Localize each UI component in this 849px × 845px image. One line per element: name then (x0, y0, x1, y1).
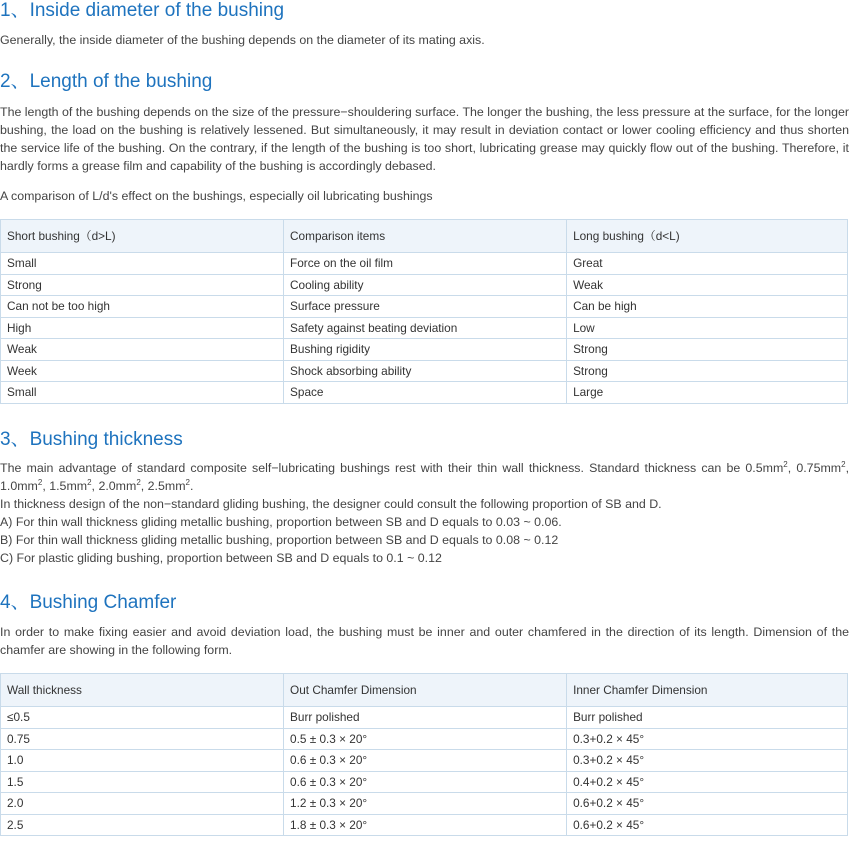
chamfer-table-cell: 0.6+0.2 × 45° (567, 793, 848, 815)
table-row (1, 296, 848, 318)
section-3-line: A) For thin wall thickness gliding metallic bushing, proportion between SB and D equals to 0.03 ~ 0.06. (0, 515, 562, 529)
chamfer-table-cell: 1.5 (1, 771, 284, 793)
thickness-value: $2.5mm^2$ (147, 477, 190, 493)
comparison-table-cell: Strong (567, 360, 848, 382)
thickness-intro: The main advantage of standard composite self−lubricating bushings rest with their thin wall thickness. Standard thickness can be (0, 461, 746, 475)
comparison-table-cell: Can be high (567, 296, 848, 318)
comparison-table-cell: Large (567, 382, 848, 404)
chamfer-table-body (1, 674, 848, 836)
chamfer-table-cell: 0.5 ± 0.3 × 20° (284, 728, 567, 750)
table-row (1, 728, 848, 750)
table-row (1, 382, 848, 404)
comparison-table-cell: Bushing rigidity (284, 339, 567, 361)
thickness-superscript: 2 (37, 477, 43, 487)
chamfer-table-header-cell: Inner Chamfer Dimension (567, 674, 848, 707)
chamfer-table-cell: 0.3+0.2 × 45° (567, 728, 848, 750)
section-3-lines (0, 495, 662, 567)
thickness-value: $0.75mm^2$ (796, 459, 846, 475)
thickness-value: $1.0mm^2$ (0, 477, 43, 493)
chamfer-table-cell: 0.6 ± 0.3 × 20° (284, 750, 567, 772)
comparison-table-cell: Low (567, 317, 848, 339)
comparison-table-header-cell: Long bushing（d<L) (567, 220, 848, 253)
comparison-table-header-row (1, 220, 848, 253)
comparison-table-cell: Surface pressure (284, 296, 567, 318)
chamfer-table-cell: Burr polished (567, 707, 848, 729)
comparison-table-header-cell: Comparison items (284, 220, 567, 253)
chamfer-table-cell: 0.6+0.2 × 45° (567, 814, 848, 836)
comparison-table-cell: Cooling ability (284, 274, 567, 296)
comparison-table (0, 219, 848, 404)
chamfer-table-cell: 0.75 (1, 728, 284, 750)
comparison-table-cell: Space (284, 382, 567, 404)
comparison-table-cell: Great (567, 253, 848, 275)
chamfer-table-cell: 0.6 ± 0.3 × 20° (284, 771, 567, 793)
thickness-values: $0.5mm^2$, $0.75mm^2$, $1.0mm^2$, $1.5mm^2$, $2.0mm^2$, $2.5mm^2$. (0, 459, 849, 493)
chamfer-table-cell: 2.5 (1, 814, 284, 836)
comparison-table-cell: Can not be too high (1, 296, 284, 318)
comparison-table-cell: Weak (1, 339, 284, 361)
section-1-text: Generally, the inside diameter of the bushing depends on the diameter of its mating axis. (0, 33, 485, 47)
thickness-value: $1.5mm^2$ (49, 477, 92, 493)
comparison-table-body (1, 220, 848, 404)
section-2-heading: 2、Length of the bushing (0, 71, 213, 92)
section-2-paragraph: The length of the bushing depends on the size of the pressure−shouldering surface. The longer the bushing, the less pressure at the surface, for the longer bushing, the load on the bushing is relatively lessened. But simultaneously, it may result in deviation contact or lower cooling efficiency and thus shorten the service life of the bushing. On the contrary, if the length of the bushing is too short, lubricating grease may quickly flow out of the bushing. Therefore, it hardly forms a grease film and capability of the bushing is accordingly debased. (0, 105, 849, 173)
table-row (1, 253, 848, 275)
comparison-table-cell: Strong (1, 274, 284, 296)
thickness-superscript: 2 (87, 477, 92, 487)
section-1-heading: 1、Inside diameter of the bushing (0, 0, 285, 21)
thickness-superscript: 2 (841, 459, 846, 469)
chamfer-table-header-row (1, 674, 848, 707)
table-row (1, 750, 848, 772)
chamfer-table-header-cell: Wall thickness (1, 674, 284, 707)
table-row (1, 360, 848, 382)
table-row (1, 793, 848, 815)
table-row (1, 339, 848, 361)
comparison-table-cell: Small (1, 253, 284, 275)
section-4-heading: 4、Bushing Chamfer (0, 592, 177, 613)
section-3-line: B) For thin wall thickness gliding metallic bushing, proportion between SB and D equals to 0.08 ~ 0.12 (0, 533, 559, 547)
chamfer-table-cell: 1.2 ± 0.3 × 20° (284, 793, 567, 815)
table-row (1, 771, 848, 793)
section-3-line: In thickness design of the non−standard gliding bushing, the designer could consult the following proportion of SB and D. (0, 497, 662, 511)
chamfer-table-cell: 1.0 (1, 750, 284, 772)
chamfer-table-cell: ≤0.5 (1, 707, 284, 729)
comparison-table-cell: Week (1, 360, 284, 382)
thickness-value: $2.0mm^2$ (98, 477, 141, 493)
table-row (1, 707, 848, 729)
comparison-table-cell: Strong (567, 339, 848, 361)
comparison-table-cell: Weak (567, 274, 848, 296)
chamfer-table-cell: Burr polished (284, 707, 567, 729)
chamfer-table-cell: 0.3+0.2 × 45° (567, 750, 848, 772)
chamfer-table-cell: 1.8 ± 0.3 × 20° (284, 814, 567, 836)
thickness-superscript: 2 (136, 477, 141, 487)
comparison-table-cell: Shock absorbing ability (284, 360, 567, 382)
thickness-superscript: 2 (783, 459, 788, 469)
chamfer-table-cell: 2.0 (1, 793, 284, 815)
comparison-table-cell: High (1, 317, 284, 339)
chamfer-table-cell: 0.4+0.2 × 45° (567, 771, 848, 793)
thickness-superscript: 2 (185, 477, 190, 487)
comparison-table-cell: Force on the oil film (284, 253, 567, 275)
section-4-paragraph: In order to make fixing easier and avoid deviation load, the bushing must be inner and outer chamfered in the direction of its length. Dimension of the chamfer are showing in the following form. (0, 625, 849, 657)
chamfer-table-header-cell: Out Chamfer Dimension (284, 674, 567, 707)
chamfer-table (0, 673, 848, 836)
comparison-table-header-cell: Short bushing（d>L) (1, 220, 284, 253)
table-row (1, 317, 848, 339)
section-3-heading: 3、Bushing thickness (0, 429, 183, 450)
table-row (1, 274, 848, 296)
table-row (1, 814, 848, 836)
section-3-line: C) For plastic gliding bushing, proportion between SB and D equals to 0.1 ~ 0.12 (0, 551, 442, 565)
section-3-paragraph (0, 459, 849, 495)
comparison-table-cell: Safety against beating deviation (284, 317, 567, 339)
table-1-caption: A comparison of L/d's effect on the bushings, especially oil lubricating bushings (0, 189, 433, 203)
thickness-value: $0.5mm^2$ (745, 459, 788, 475)
comparison-table-cell: Small (1, 382, 284, 404)
